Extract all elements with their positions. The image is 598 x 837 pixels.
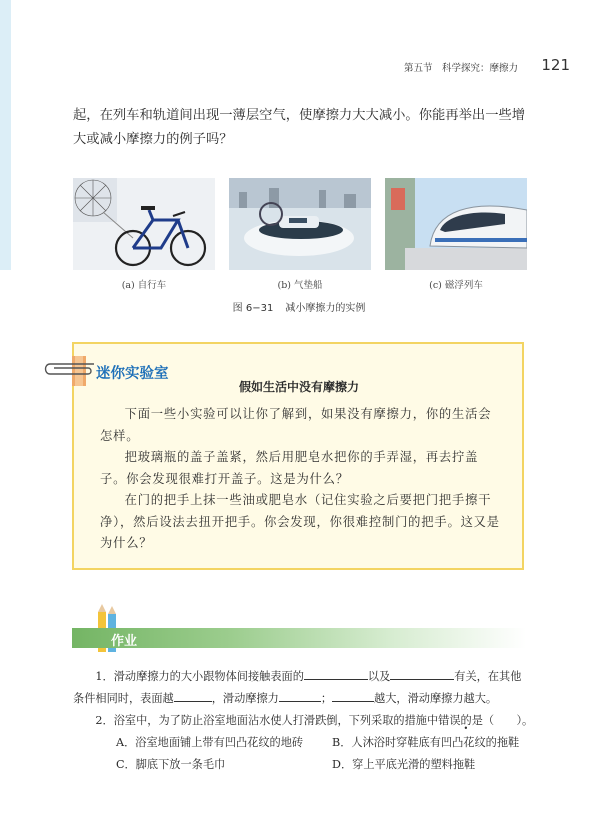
option-c: C．脚底下放一条毛巾	[116, 758, 226, 771]
intro-paragraph: 起，在列车和轨道间出现一薄层空气，使摩擦力大大减小。你能再举出一些增大或减小摩擦力的例子吗？	[73, 108, 526, 147]
mini-lab-title: 迷你实验室	[96, 366, 169, 382]
figure-number: 图 6−31	[232, 303, 274, 314]
answer-blank[interactable]	[279, 691, 321, 702]
answer-blank[interactable]	[304, 669, 368, 680]
mini-lab-paragraph: 下面一些小实验可以让你了解到，如果没有摩擦力，你的生活会怎样。	[100, 407, 492, 443]
question-2-stem: 2．浴室中，为了防止浴室地面沾水使人打滑跌倒，下列采取的措施中错误的是（ ）。	[95, 714, 534, 727]
question-1-line-2: 条件相同时，表面越 ，滑动摩擦力 ； 越大，滑动摩擦力越大。	[73, 692, 498, 705]
mini-lab-paragraph: 把玻璃瓶的盖子盖紧，然后用肥皂水把你的手弄湿，再去拧盖子。你会发现很难打开盖子。这是为什么？	[100, 450, 479, 486]
option-d: D．穿上平底光滑的塑料拖鞋	[332, 758, 476, 771]
answer-blank[interactable]	[174, 691, 212, 702]
maglev-train-photo	[385, 178, 527, 270]
figure-title	[0, 299, 598, 314]
page-header	[400, 56, 570, 76]
bicycle-photo	[73, 178, 215, 270]
homework-title: 作业	[111, 634, 138, 649]
mini-lab-subtitle: 假如生活中没有摩擦力	[238, 380, 359, 394]
caption-hovercraft: (b) 气垫船	[277, 280, 323, 291]
caption-bicycle: (a) 自行车	[121, 280, 167, 291]
emphasis-word: 错误	[438, 714, 461, 727]
option-b: B．人沐浴时穿鞋底有凹凸花纹的拖鞋	[332, 736, 520, 749]
page-number: 121	[541, 56, 570, 74]
figure-caption: 减小摩擦力的实例	[285, 303, 366, 314]
hovercraft-photo	[229, 178, 371, 270]
caption-maglev: (c) 磁浮列车	[429, 280, 483, 291]
answer-blank[interactable]	[390, 669, 454, 680]
section-title: 第五节 科学探究：摩擦力	[403, 63, 518, 74]
answer-blank[interactable]	[332, 691, 374, 702]
mini-lab-body	[100, 404, 500, 555]
option-a: A．浴室地面铺上带有凹凸花纹的地砖	[116, 736, 304, 749]
question-1-line-1: 1．滑动摩擦力的大小跟物体间接触表面的 以及 有关，在其他	[95, 670, 522, 683]
margin-strip	[0, 0, 11, 270]
homework-banner	[72, 628, 526, 648]
mini-lab-paragraph: 在门的把手上抹一些油或肥皂水（记住实验之后要把门把手擦干净），然后设法去扭开把手。你会发现，你很难控制门的把手。这又是为什么？	[100, 493, 500, 550]
